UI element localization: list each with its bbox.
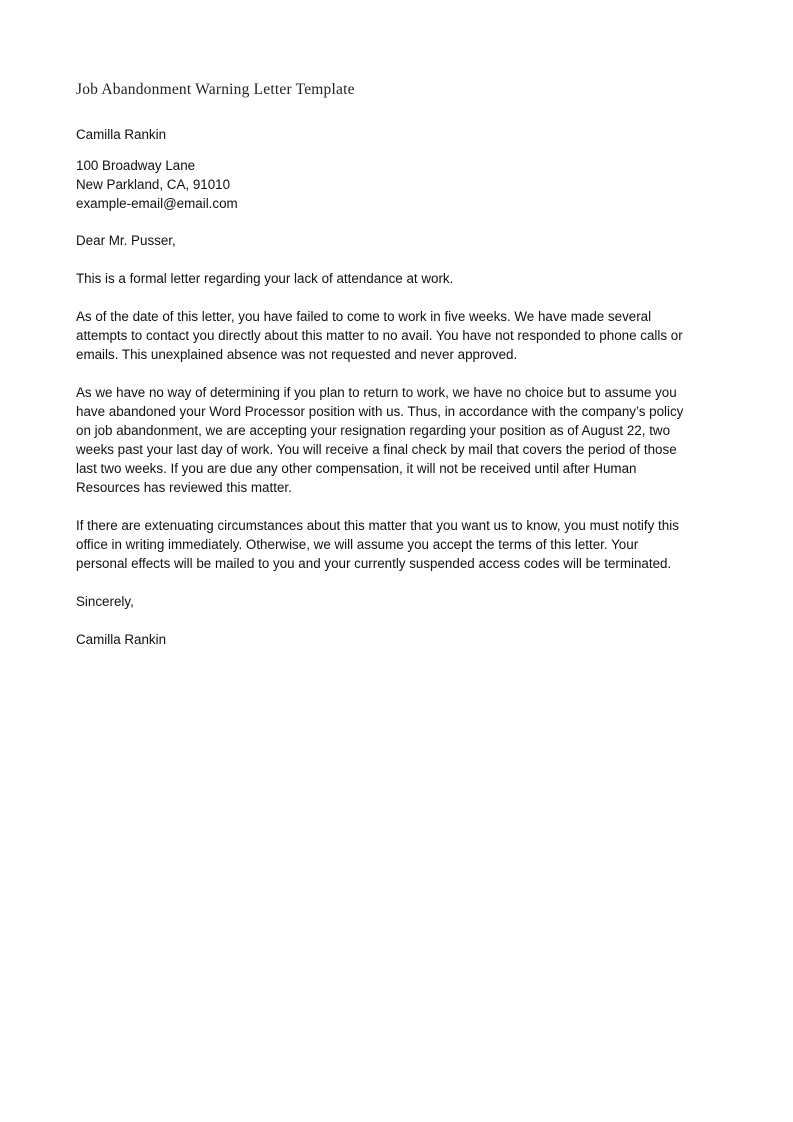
paragraph-line: on job abandonment, we are accepting your resignation regarding your position as of August 22, two	[76, 423, 671, 438]
paragraph-line: last two weeks. If you are due any other compensation, it will not be received until after Human	[76, 461, 637, 476]
salutation: Dear Mr. Pusser,	[76, 233, 176, 248]
signature-name: Camilla Rankin	[76, 632, 167, 647]
paragraph-2	[76, 307, 726, 364]
paragraph-line: If there are extenuating circumstances about this matter that you want us to know, you must notify this	[76, 518, 679, 533]
paragraph-line: Resources has reviewed this matter.	[76, 480, 292, 495]
paragraph-line: attempts to contact you directly about this matter to no avail. You have not responded to phone calls or	[76, 328, 683, 343]
address-street: 100 Broadway Lane	[76, 158, 196, 173]
paragraph-1	[76, 269, 726, 288]
paragraph-line: personal effects will be mailed to you and your currently suspended access codes will be terminated.	[76, 556, 672, 571]
paragraph-line: This is a formal letter regarding your lack of attendance at work.	[76, 271, 454, 286]
address-city-line: New Parkland, CA, 91010	[76, 177, 231, 192]
paragraph-line: office in writing immediately. Otherwise, we will assume you accept the terms of this letter. Your	[76, 537, 639, 552]
address-email: example-email@email.com	[76, 196, 238, 211]
paragraph-line: As we have no way of determining if you plan to return to work, we have no choice but to assume you	[76, 385, 677, 400]
paragraph-line: As of the date of this letter, you have failed to come to work in five weeks. We have made several	[76, 309, 652, 324]
sender-name: Camilla Rankin	[76, 127, 167, 142]
document-title: Job Abandonment Warning Letter Template	[76, 81, 355, 98]
paragraph-3	[76, 383, 726, 497]
letter-page	[76, 80, 726, 649]
paragraph-line: emails. This unexplained absence was not requested and never approved.	[76, 347, 518, 362]
paragraph-4	[76, 516, 726, 573]
sender-address	[76, 156, 726, 213]
closing: Sincerely,	[76, 594, 134, 609]
paragraph-line: weeks past your last day of work. You will receive a final check by mail that covers the period of those	[76, 442, 677, 457]
paragraph-line: have abandoned your Word Processor position with us. Thus, in accordance with the company’s policy	[76, 404, 684, 419]
